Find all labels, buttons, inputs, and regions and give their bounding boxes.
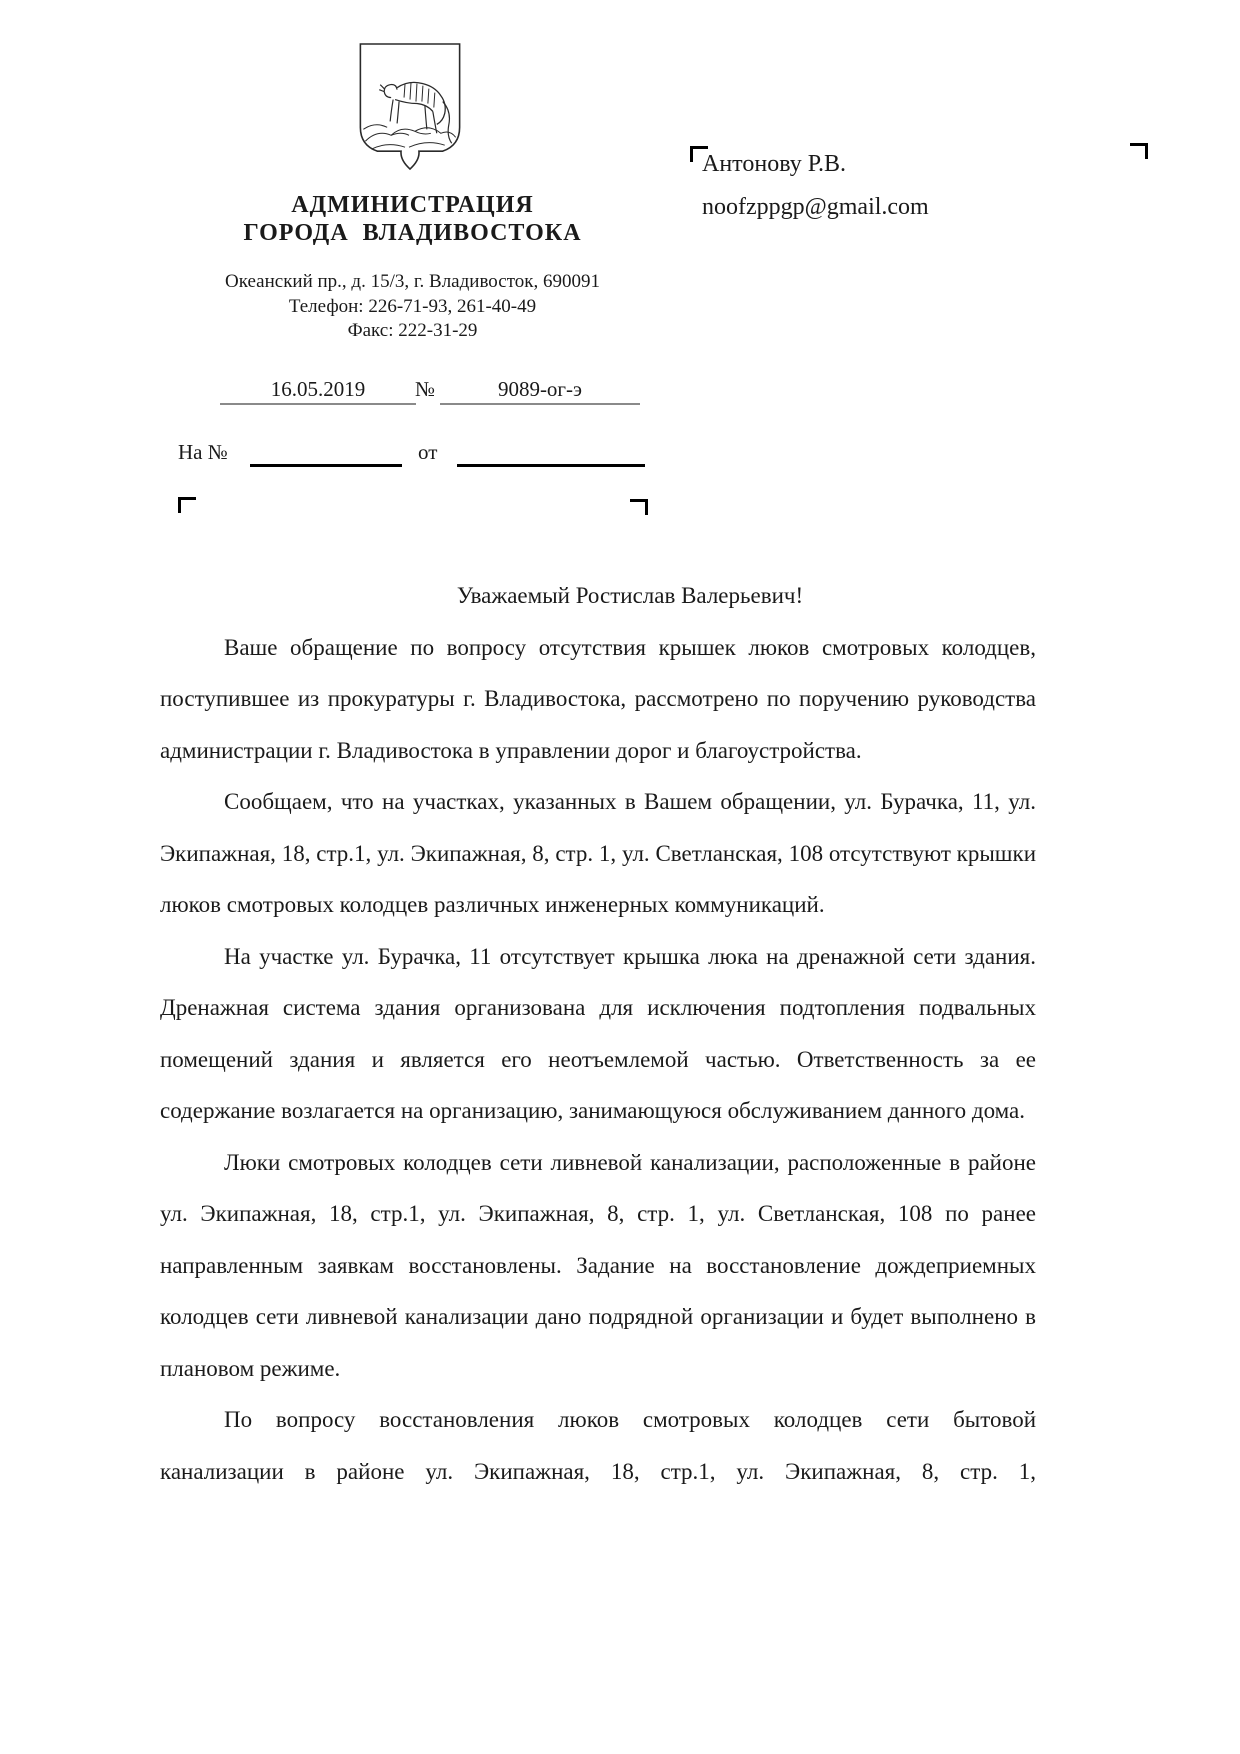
letter-date: 16.05.2019 xyxy=(270,377,366,401)
letter-paragraph: Ваше обращение по вопросу отсутствия крышек люков смотровых колодцев, поступившее из прокуратуры г. Владивостока, рассмотрено по поручению руководства администрации г. Владивостока в управлении дорог и благоустройства. xyxy=(160,634,1036,763)
letter-paragraph: На участке ул. Бурачка, 11 отсутствует крышка люка на дренажной сети здания. Дренажная система здания организована для исключения подтопления подвальных помещений здания и является его неотъемлемой частью. Ответственность за ее содержание возлагается на организацию, занимающуюся обслуживанием данного дома. xyxy=(160,943,1036,1123)
address-zone-corner-mark-left-icon xyxy=(178,497,196,513)
letter-body xyxy=(160,570,1036,1497)
reply-from-label: от xyxy=(418,440,438,464)
letter-paragraph: Люки смотровых колодцев сети ливневой канализации, расположенные в районе ул. Экипажная, 18, стр.1, ул. Экипажная, 8, стр. 1, ул. Светланская, 108 по ранее направленным заявкам восстановлены. Задание на восстановление дождеприемных колодцев сети ливневой канализации дано подрядной организации и будет выполнено в плановом режиме. xyxy=(160,1149,1036,1381)
org-phone: Телефон: 226-71-93, 261-40-49 xyxy=(288,296,537,317)
letter-number: 9089-ог-э xyxy=(497,377,583,401)
letter-paragraph: Сообщаем, что на участках, указанных в Вашем обращении, ул. Бурачка, 11, ул. Экипажная, 18, стр.1, ул. Экипажная, 8, стр. 1, ул. Светланская, 108 отсутствуют крышки люков смотровых колодцев различных инженерных коммуникаций. xyxy=(160,789,1036,917)
letter-paragraph: По вопросу восстановления люков смотровых колодцев сети бытовой канализации в районе ул. Экипажная, 18, стр.1, ул. Экипажная, 8, стр. 1, xyxy=(160,1407,1036,1484)
vladivostok-coat-of-arms-icon xyxy=(357,42,463,173)
org-address: Океанский пр., д. 15/3, г. Владивосток, 690091 xyxy=(225,271,600,292)
recipient-email: noofzppgp@gmail.com xyxy=(702,194,929,220)
salutation: Уважаемый Ростислав Валерьевич! xyxy=(456,583,804,608)
reply-number-label: На № xyxy=(178,440,228,464)
recipient-block xyxy=(702,143,1122,229)
org-name-line1: АДМИНИСТРАЦИЯ xyxy=(291,192,534,218)
reply-date-underline xyxy=(457,440,645,467)
number-sign: № xyxy=(415,377,436,401)
recipient-corner-mark-right-icon xyxy=(1130,143,1148,159)
recipient-name: Антонову Р.В. xyxy=(702,151,847,177)
org-name-line2: ГОРОДА ВЛАДИВОСТОКА xyxy=(243,220,582,246)
address-zone-corner-mark-right-icon xyxy=(630,499,648,515)
reply-number-underline xyxy=(250,440,402,467)
org-fax: Факс: 222-31-29 xyxy=(347,320,478,341)
